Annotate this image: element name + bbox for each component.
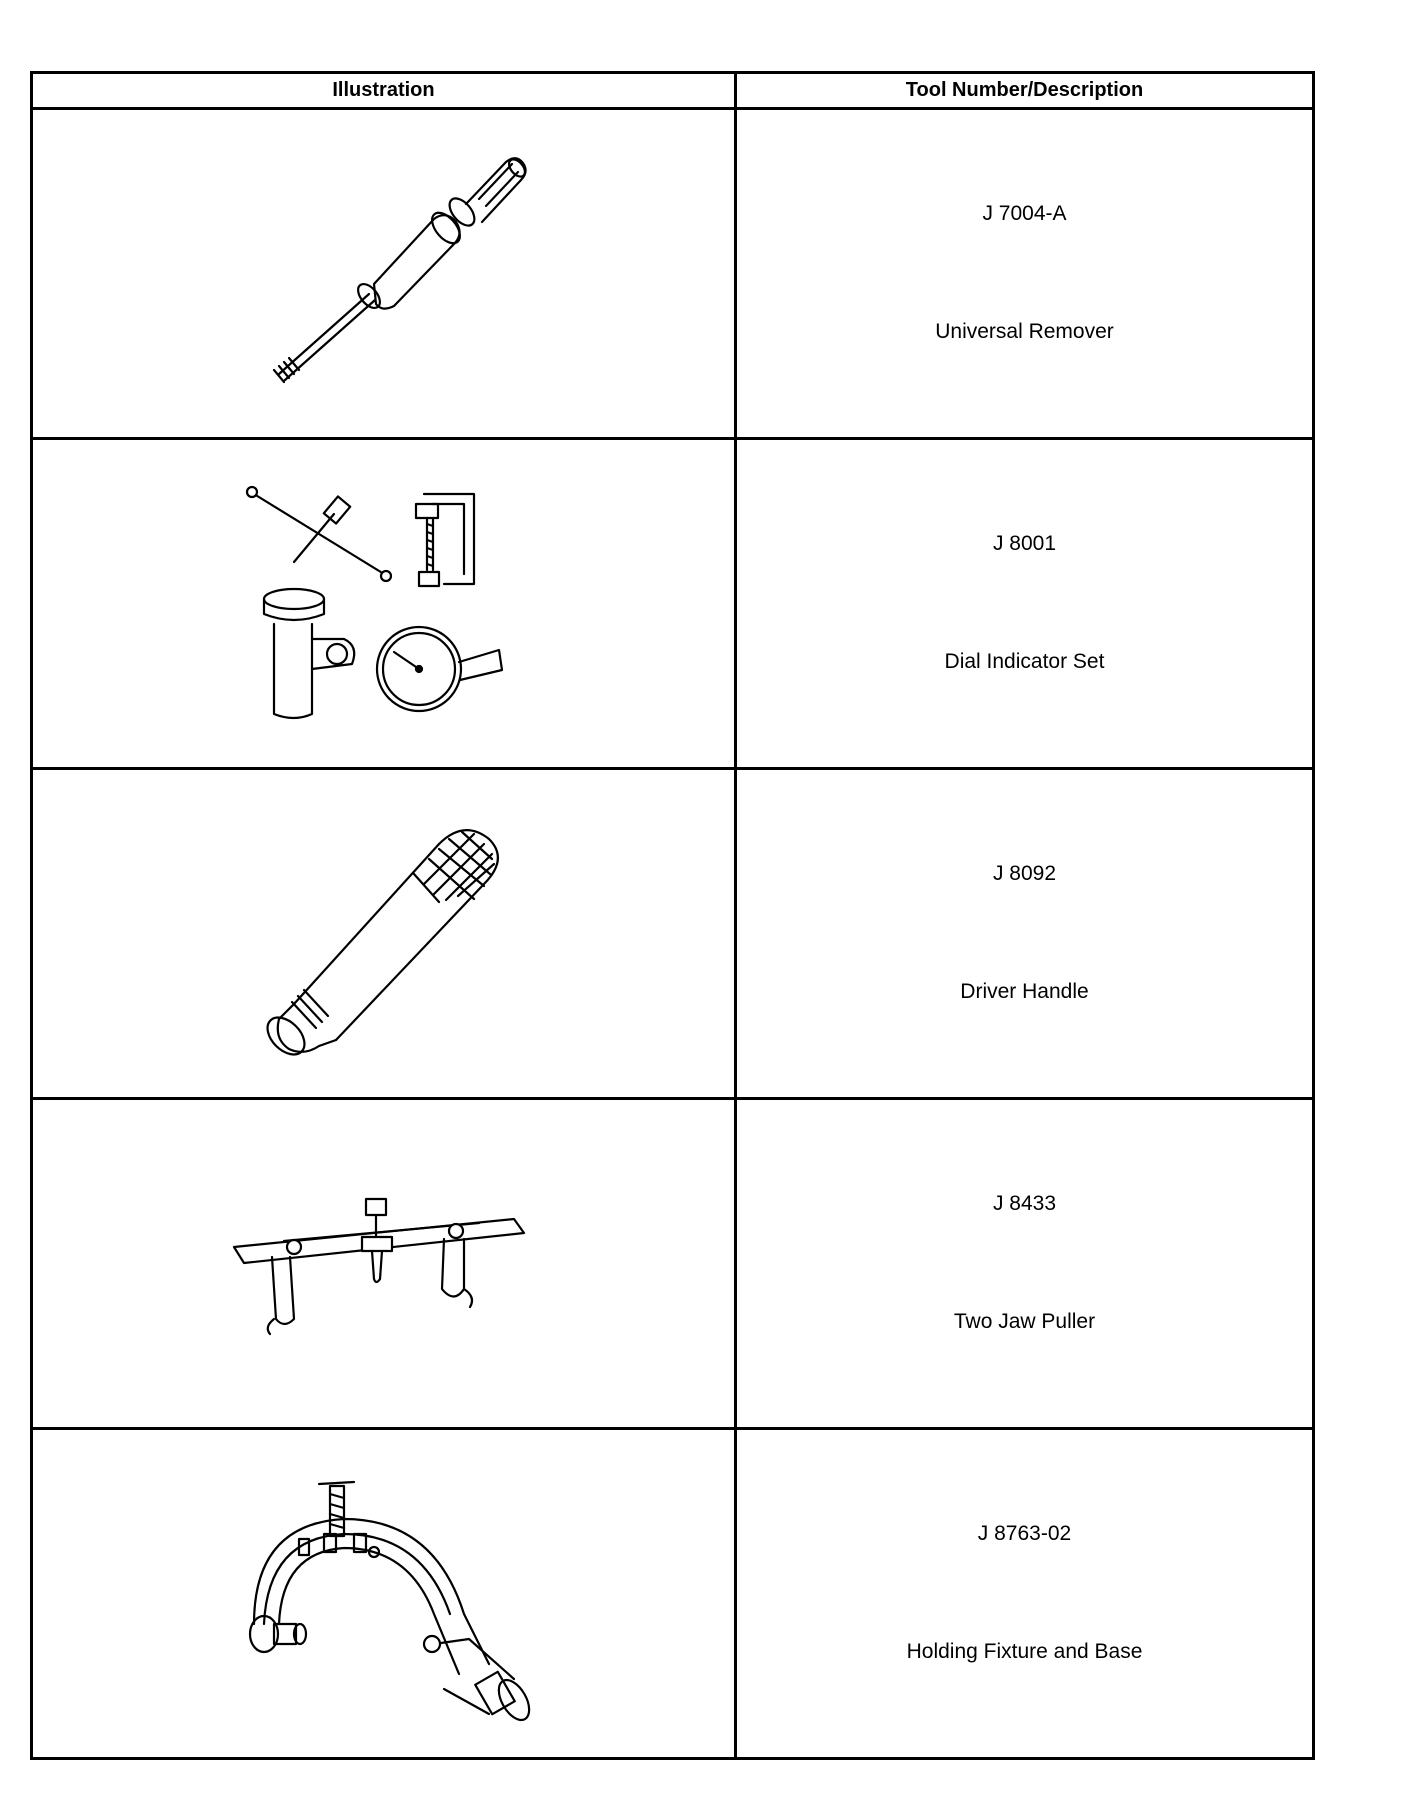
- header-illustration: Illustration: [32, 73, 736, 109]
- table-header-row: [32, 73, 1314, 109]
- table-row: [32, 1099, 1314, 1429]
- holding-fixture-icon: [234, 1464, 534, 1724]
- illustration-cell: [32, 109, 736, 439]
- tool-description: Dial Indicator Set: [944, 650, 1105, 673]
- tool-number: J 8092: [992, 862, 1057, 885]
- driver-handle-icon: [234, 804, 534, 1064]
- tool-description-cell: [736, 439, 1314, 769]
- table-row: [32, 769, 1314, 1099]
- table-row: [32, 439, 1314, 769]
- dial-indicator-set-icon: [234, 474, 534, 734]
- illustration-cell: [32, 769, 736, 1099]
- universal-remover-icon: [234, 144, 534, 404]
- table-row: [32, 1429, 1314, 1759]
- tool-number: J 8763-02: [977, 1522, 1072, 1545]
- illustration-cell: [32, 1429, 736, 1759]
- tool-table: [30, 71, 1315, 1760]
- tool-description: Universal Remover: [935, 320, 1114, 343]
- illustration-cell: [32, 1099, 736, 1429]
- tool-description-cell: [736, 769, 1314, 1099]
- table-row: [32, 109, 1314, 439]
- tool-description: Driver Handle: [960, 980, 1089, 1003]
- tool-description-cell: [736, 1099, 1314, 1429]
- two-jaw-puller-icon: [224, 1189, 544, 1339]
- tool-number: J 8433: [992, 1192, 1057, 1215]
- tool-number: J 7004-A: [982, 202, 1067, 225]
- illustration-cell: [32, 439, 736, 769]
- tool-description: Holding Fixture and Base: [906, 1640, 1143, 1663]
- header-tool-number-description: Tool Number/Description: [736, 73, 1314, 109]
- tool-description: Two Jaw Puller: [953, 1310, 1096, 1333]
- tool-description-cell: [736, 1429, 1314, 1759]
- tool-number: J 8001: [992, 532, 1057, 555]
- tool-description-cell: [736, 109, 1314, 439]
